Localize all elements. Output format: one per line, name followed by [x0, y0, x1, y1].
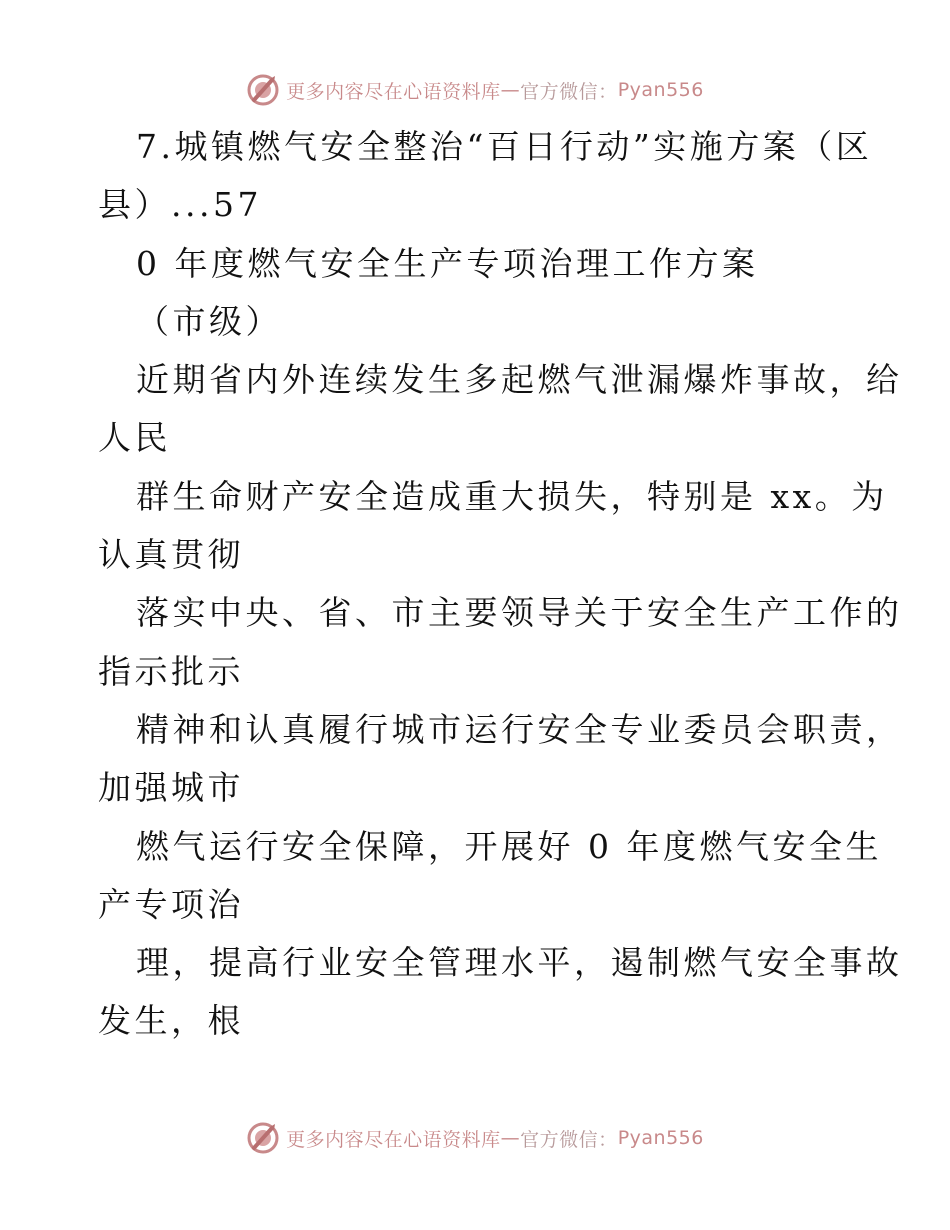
text-line: 发生，根 [98, 1001, 244, 1041]
header-watermark-banner [0, 70, 950, 110]
text-line: 人民 [98, 418, 171, 458]
text-line: 群生命财产安全造成重大损失，特别是 xx。为 [136, 476, 888, 516]
text-line: 县）...57 [98, 185, 262, 225]
banner-site-text: 更多内容尽在心语资料库 [286, 1128, 501, 1151]
footer-watermark-banner [0, 1118, 950, 1158]
section-title: 0 年度燃气安全生产专项治理工作方案 [136, 243, 759, 283]
banner-wechat-label: 官方微信： [520, 80, 618, 103]
text-line: 产专项治 [98, 884, 244, 924]
banner-site-text: 更多内容尽在心语资料库 [286, 80, 501, 103]
document-body [98, 118, 903, 1051]
text-line: 加强城市 [98, 768, 244, 808]
text-line: 7.城镇燃气安全整治“百日行动”实施方案（区 [136, 127, 873, 166]
document-pen-logo-icon [246, 1121, 280, 1155]
text-line: 指示批示 [98, 651, 244, 691]
document-pen-logo-icon [246, 73, 280, 107]
banner-wechat-id: Pyan556 [617, 79, 704, 101]
banner-separator: — [500, 79, 521, 101]
text-line: 近期省内外连续发生多起燃气泄漏爆炸事故，给 [136, 360, 903, 400]
text-line: 认真贯彻 [98, 535, 244, 575]
banner-separator: — [500, 1127, 521, 1149]
section-subtitle: （市级） [136, 301, 282, 341]
text-line: 理，提高行业安全管理水平，遏制燃气安全事故 [136, 943, 903, 983]
text-line: 精神和认真履行城市运行安全专业委员会职责， [136, 709, 903, 749]
text-line: 燃气运行安全保障，开展好 0 年度燃气安全生 [136, 826, 882, 866]
banner-wechat-label: 官方微信： [520, 1128, 618, 1151]
banner-wechat-id: Pyan556 [617, 1127, 704, 1149]
text-line: 落实中央、省、市主要领导关于安全生产工作的 [136, 593, 903, 633]
